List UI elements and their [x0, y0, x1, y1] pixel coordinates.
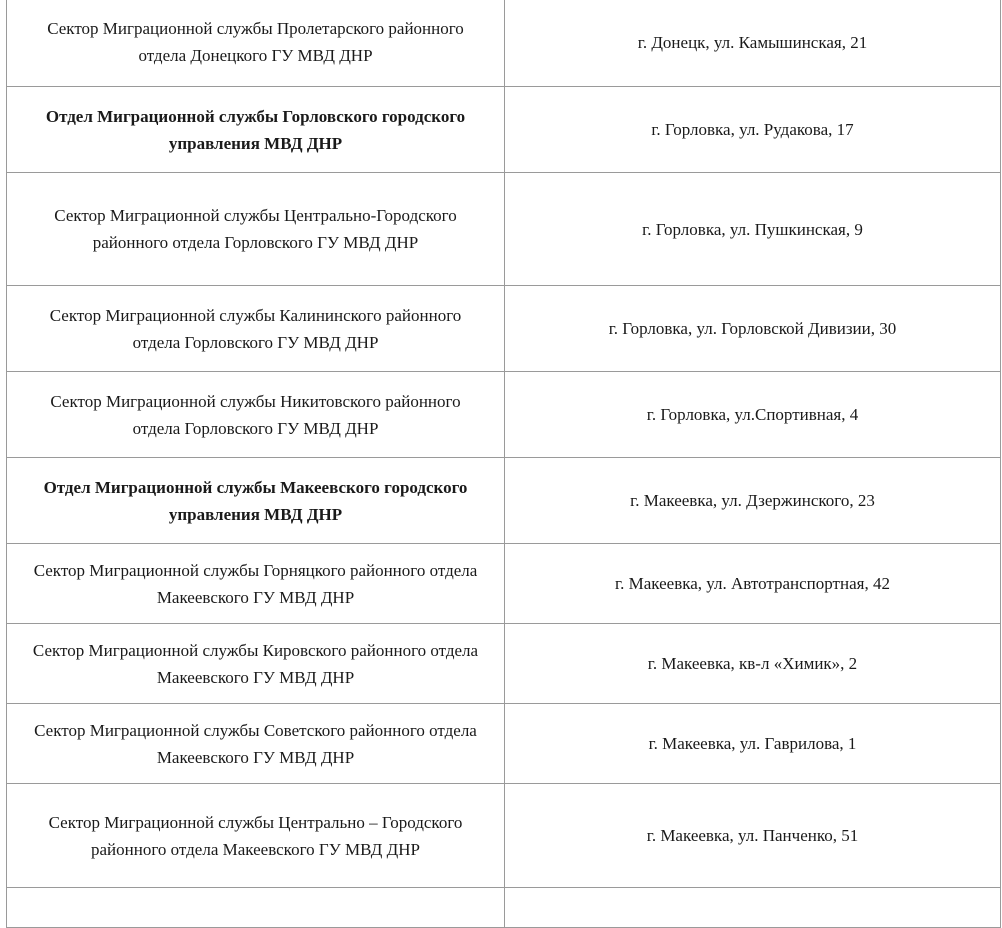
table-row: [7, 458, 1001, 544]
migration-offices-table: [6, 0, 1001, 928]
office-name-cell: [7, 784, 505, 888]
table-body: [7, 0, 1001, 928]
office-name-line: управления МВД ДНР: [168, 133, 343, 153]
office-name-cell: [7, 0, 505, 87]
office-address-cell: г. Макеевка, кв-л «Химик», 2: [505, 624, 1001, 704]
office-name-cell: [7, 544, 505, 624]
office-name-line: Сектор Миграционной службы Никитовского районного: [50, 391, 461, 411]
office-address-cell: г. Донецк, ул. Камышинская, 21: [505, 0, 1001, 87]
office-name-line: Сектор Миграционной службы Кировского районного отдела: [32, 640, 479, 660]
office-address-cell: г. Макеевка, ул. Дзержинского, 23: [505, 458, 1001, 544]
office-name-line: районного отдела Макеевского ГУ МВД ДНР: [91, 839, 420, 859]
office-name-cell: [7, 286, 505, 372]
table-row: [7, 704, 1001, 784]
table-row: [7, 87, 1001, 173]
office-name-line: Сектор Миграционной службы Советского районного отдела: [34, 720, 477, 740]
office-name-line: Сектор Миграционной службы Калининского районного: [49, 305, 462, 325]
office-name-cell: [7, 87, 505, 173]
table-row: [7, 0, 1001, 87]
table-row: [7, 784, 1001, 888]
office-name-cell: [7, 624, 505, 704]
office-name-line: управления МВД ДНР: [168, 504, 343, 524]
office-name-line: районного отдела Горловского ГУ МВД ДНР: [92, 233, 419, 252]
office-name-line: Макеевского ГУ МВД ДНР: [156, 667, 355, 687]
office-name-line: Отдел Миграционной службы Макеевского городского: [43, 477, 468, 497]
table-row: [7, 544, 1001, 624]
office-address-cell: г. Горловка, ул. Горловской Дивизии, 30: [505, 286, 1001, 372]
office-name-line: Отдел Миграционной службы Горловского городского: [45, 106, 466, 126]
office-name-line: отдела Горловского ГУ МВД ДНР: [132, 418, 379, 438]
office-name-cell: [7, 704, 505, 784]
table-row: [7, 286, 1001, 372]
office-name-line: Сектор Миграционной службы Пролетарского районного: [47, 19, 464, 38]
office-name-cell: [7, 173, 505, 286]
table-row: [7, 624, 1001, 704]
office-address-cell: г. Макеевка, ул. Автотранспортная, 42: [505, 544, 1001, 624]
office-address-cell: г. Горловка, ул. Пушкинская, 9: [505, 173, 1001, 286]
office-name-cell: [7, 372, 505, 458]
office-name-line: Сектор Миграционной службы Горняцкого районного отдела: [33, 560, 478, 580]
office-address-cell: г. Горловка, ул. Рудакова, 17: [505, 87, 1001, 173]
table-row: [7, 372, 1001, 458]
office-name-cell: [7, 458, 505, 544]
office-name-line: Сектор Миграционной службы Центрально – Городского: [48, 812, 463, 832]
office-name-line: Макеевского ГУ МВД ДНР: [156, 747, 355, 767]
office-name-line: Макеевского ГУ МВД ДНР: [156, 587, 355, 607]
office-name-line: Сектор Миграционной службы Центрально-Городского: [54, 206, 457, 225]
office-name-line: отдела Донецкого ГУ МВД ДНР: [138, 46, 373, 65]
office-address-cell: г. Горловка, ул.Спортивная, 4: [505, 372, 1001, 458]
office-address-cell: г. Макеевка, ул. Гаврилова, 1: [505, 704, 1001, 784]
office-name-line: отдела Горловского ГУ МВД ДНР: [132, 332, 379, 352]
table-row: [7, 173, 1001, 286]
office-address-cell: г. Макеевка, ул. Панченко, 51: [505, 784, 1001, 888]
